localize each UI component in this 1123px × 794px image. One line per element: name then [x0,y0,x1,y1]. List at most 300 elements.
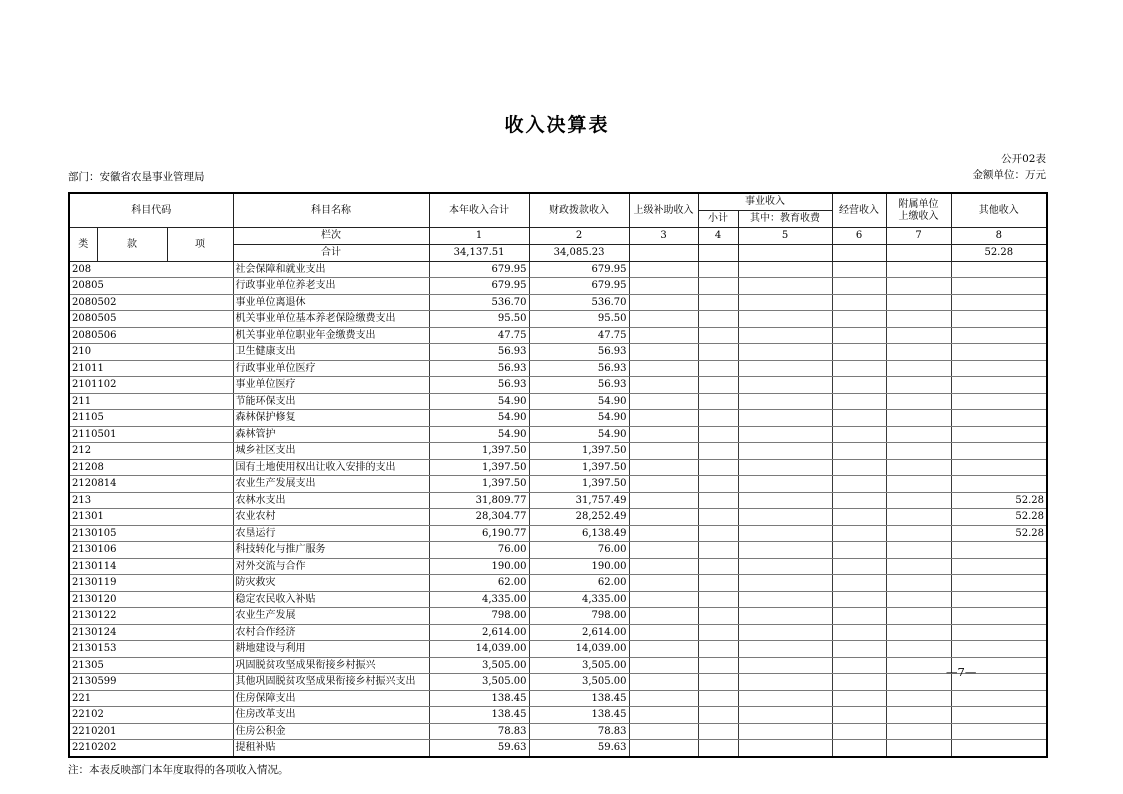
name-cell: 森林管护 [233,426,429,442]
value-cell [832,344,886,360]
value-cell [832,410,886,426]
table-row [69,360,1047,376]
value-cell [832,377,886,393]
value-cell: 56.93 [429,360,529,376]
value-cell: 3,505.00 [429,657,529,673]
value-cell [951,476,1047,492]
value-cell: 679.95 [529,262,629,278]
table-row [69,492,1047,508]
name-cell: 农村合作经济 [233,624,429,640]
value-cell [832,674,886,690]
value-cell [629,657,698,673]
value-cell: 54.90 [529,393,629,409]
value-cell [738,476,832,492]
value-cell [698,575,738,591]
name-cell: 社会保障和就业支出 [233,262,429,278]
value-cell: 59.63 [529,740,629,757]
code-cell: 21301 [69,509,233,525]
value-cell [951,690,1047,706]
value-cell [832,558,886,574]
value-cell [886,344,951,360]
value-cell [832,723,886,739]
value-cell: 95.50 [429,311,529,327]
code-cell: 2101102 [69,377,233,393]
value-cell [832,657,886,673]
value-cell [951,624,1047,640]
value-cell: 679.95 [429,262,529,278]
name-cell: 其他巩固脱贫攻坚成果衔接乡村振兴支出 [233,674,429,690]
value-cell [738,278,832,294]
header-subject-code: 科目代码 [69,193,233,228]
value-cell [738,657,832,673]
value-cell: 28,304.77 [429,509,529,525]
total-value [832,245,886,262]
table-row [69,707,1047,723]
value-cell [738,740,832,757]
header-business-subtotal: 小计 [698,211,738,228]
table-row [69,377,1047,393]
value-cell [886,657,951,673]
value-cell [738,344,832,360]
value-cell: 47.75 [429,327,529,343]
value-cell [698,525,738,541]
value-cell [832,294,886,310]
table-body [69,262,1047,758]
value-cell [951,360,1047,376]
value-cell [698,740,738,757]
value-cell: 190.00 [529,558,629,574]
code-cell: 213 [69,492,233,508]
value-cell [832,509,886,525]
header-education-fee: 其中：教育收费 [738,211,832,228]
name-cell: 城乡社区支出 [233,443,429,459]
value-cell [698,542,738,558]
value-cell: 56.93 [429,344,529,360]
value-cell: 54.90 [529,410,629,426]
table-row [69,558,1047,574]
value-cell [629,377,698,393]
value-cell [629,344,698,360]
value-cell [629,426,698,442]
value-cell [698,294,738,310]
value-cell [738,377,832,393]
value-cell [832,641,886,657]
name-cell: 耕地建设与利用 [233,641,429,657]
value-cell: 56.93 [529,377,629,393]
total-value [738,245,832,262]
value-cell [629,525,698,541]
value-cell [738,641,832,657]
table-row [69,443,1047,459]
total-value: 52.28 [951,245,1047,262]
value-cell [951,410,1047,426]
value-cell [629,509,698,525]
value-cell [951,641,1047,657]
value-cell: 95.50 [529,311,629,327]
value-cell: 52.28 [951,509,1047,525]
value-cell [738,624,832,640]
value-cell: 62.00 [529,575,629,591]
value-cell [629,278,698,294]
code-cell: 2110501 [69,426,233,442]
value-cell: 1,397.50 [529,459,629,475]
code-cell: 2130119 [69,575,233,591]
header-affiliated-income [886,193,951,228]
value-cell [886,327,951,343]
value-cell [886,740,951,757]
value-cell: 679.95 [429,278,529,294]
value-cell [886,476,951,492]
header-fiscal-income: 财政拨款收入 [529,193,629,228]
value-cell [698,723,738,739]
value-cell [738,608,832,624]
table-row [69,591,1047,607]
department-label: 部门：安徽省农垦事业管理局 [68,171,205,183]
value-cell [886,674,951,690]
value-cell [738,360,832,376]
value-cell: 2,614.00 [529,624,629,640]
value-cell [886,608,951,624]
value-cell [738,723,832,739]
value-cell [886,591,951,607]
value-cell [886,624,951,640]
value-cell [832,575,886,591]
value-cell [738,509,832,525]
table-row [69,723,1047,739]
total-value: 34,085.23 [529,245,629,262]
value-cell [698,410,738,426]
total-value [886,245,951,262]
value-cell: 6,190.77 [429,525,529,541]
revenue-table [68,192,1048,758]
value-cell [886,360,951,376]
value-cell [886,575,951,591]
name-cell: 事业单位离退休 [233,294,429,310]
value-cell: 78.83 [429,723,529,739]
value-cell: 138.45 [529,707,629,723]
code-cell: 212 [69,443,233,459]
code-cell: 21011 [69,360,233,376]
value-cell [738,575,832,591]
value-cell [886,641,951,657]
table-row [69,262,1047,278]
table-row [69,657,1047,673]
value-cell [832,707,886,723]
name-cell: 农业生产发展 [233,608,429,624]
code-cell: 211 [69,393,233,409]
value-cell: 2,614.00 [429,624,529,640]
table-row [69,410,1047,426]
table-row [69,608,1047,624]
value-cell [886,707,951,723]
value-cell [629,443,698,459]
name-cell: 住房公积金 [233,723,429,739]
table-row [69,674,1047,690]
header-row-column-index [69,228,1047,245]
value-cell [738,311,832,327]
value-cell [886,294,951,310]
value-cell [951,327,1047,343]
value-cell [629,641,698,657]
value-cell [738,459,832,475]
code-cell: 2130124 [69,624,233,640]
header-item: 项 [167,228,233,262]
value-cell [698,459,738,475]
value-cell [832,443,886,459]
code-cell: 2130120 [69,591,233,607]
value-cell [951,426,1047,442]
value-cell: 47.75 [529,327,629,343]
value-cell [951,723,1047,739]
value-cell [886,410,951,426]
header-superior-subsidy: 上级补助收入 [629,193,698,228]
total-value: 34,137.51 [429,245,529,262]
value-cell: 1,397.50 [429,459,529,475]
name-cell: 住房保障支出 [233,690,429,706]
value-cell [629,410,698,426]
column-index: 8 [951,228,1047,245]
column-index-label: 栏次 [233,228,429,245]
name-cell: 农林水支出 [233,492,429,508]
value-cell [629,558,698,574]
table-row [69,525,1047,541]
name-cell: 对外交流与合作 [233,558,429,574]
table-row [69,344,1047,360]
header-operating-income: 经营收入 [832,193,886,228]
value-cell [951,459,1047,475]
value-cell [698,377,738,393]
value-cell [886,542,951,558]
table-row [69,542,1047,558]
value-cell [951,311,1047,327]
value-cell [886,723,951,739]
value-cell [698,492,738,508]
value-cell [886,558,951,574]
column-index: 1 [429,228,529,245]
table-row [69,476,1047,492]
value-cell [698,393,738,409]
value-cell [951,575,1047,591]
value-cell [951,740,1047,757]
value-cell [951,377,1047,393]
table-row [69,641,1047,657]
value-cell [738,294,832,310]
value-cell [698,311,738,327]
value-cell [951,393,1047,409]
value-cell [886,690,951,706]
value-cell [698,707,738,723]
name-cell: 巩固脱贫攻坚成果衔接乡村振兴 [233,657,429,673]
value-cell [832,393,886,409]
total-label: 合计 [233,245,429,262]
table-header [69,193,1047,262]
value-cell [629,591,698,607]
value-cell: 54.90 [429,393,529,409]
name-cell: 卫生健康支出 [233,344,429,360]
value-cell [951,558,1047,574]
value-cell: 54.90 [429,410,529,426]
value-cell [832,542,886,558]
value-cell [629,542,698,558]
value-cell [629,360,698,376]
value-cell [698,690,738,706]
value-cell [738,492,832,508]
value-cell [886,492,951,508]
value-cell [629,262,698,278]
value-cell [886,509,951,525]
value-cell: 76.00 [529,542,629,558]
value-cell [698,327,738,343]
code-cell: 2130106 [69,542,233,558]
value-cell [738,426,832,442]
header-subject-name: 科目名称 [233,193,429,228]
value-cell [738,262,832,278]
name-cell: 行政事业单位养老支出 [233,278,429,294]
value-cell [629,674,698,690]
value-cell: 14,039.00 [429,641,529,657]
value-cell [832,525,886,541]
table-row [69,393,1047,409]
value-cell [832,426,886,442]
value-cell: 1,397.50 [529,476,629,492]
code-cell: 2130153 [69,641,233,657]
doc-code-label: 公开02表 [1001,153,1046,165]
name-cell: 防灾救灾 [233,575,429,591]
value-cell: 78.83 [529,723,629,739]
table-row [69,740,1047,757]
column-index: 3 [629,228,698,245]
value-cell: 1,397.50 [529,443,629,459]
value-cell [886,262,951,278]
value-cell [629,690,698,706]
page-number: —7— [946,665,977,679]
value-cell [951,278,1047,294]
table-row [69,278,1047,294]
value-cell [629,459,698,475]
value-cell [832,278,886,294]
value-cell: 138.45 [529,690,629,706]
code-cell: 2130105 [69,525,233,541]
value-cell [738,707,832,723]
value-cell [886,443,951,459]
value-cell [629,624,698,640]
header-class: 类 [69,228,97,262]
table-row [69,311,1047,327]
name-cell: 稳定农民收入补贴 [233,591,429,607]
header-affiliated-line2: 上缴收入 [898,210,939,222]
value-cell [629,476,698,492]
value-cell: 14,039.00 [529,641,629,657]
column-index: 6 [832,228,886,245]
value-cell [832,311,886,327]
value-cell [698,476,738,492]
value-cell [832,608,886,624]
value-cell [951,443,1047,459]
total-value [629,245,698,262]
value-cell: 52.28 [951,525,1047,541]
header-section: 款 [97,228,167,262]
value-cell: 54.90 [429,426,529,442]
value-cell [738,558,832,574]
value-cell [698,509,738,525]
value-cell [629,294,698,310]
value-cell [629,707,698,723]
header-annual-total: 本年收入合计 [429,193,529,228]
value-cell [832,459,886,475]
value-cell: 3,505.00 [529,657,629,673]
value-cell [951,262,1047,278]
name-cell: 机关事业单位基本养老保险缴费支出 [233,311,429,327]
code-cell: 2210201 [69,723,233,739]
table-row [69,575,1047,591]
value-cell: 54.90 [529,426,629,442]
value-cell [832,740,886,757]
value-cell [698,262,738,278]
value-cell: 3,505.00 [429,674,529,690]
value-cell: 56.93 [529,360,629,376]
value-cell [629,393,698,409]
value-cell [951,608,1047,624]
name-cell: 提租补贴 [233,740,429,757]
code-cell: 2080502 [69,294,233,310]
header-row-groups [69,193,1047,211]
name-cell: 农业生产发展支出 [233,476,429,492]
value-cell [698,641,738,657]
value-cell: 138.45 [429,707,529,723]
value-cell [698,558,738,574]
value-cell: 56.93 [429,377,529,393]
value-cell [832,262,886,278]
value-cell: 76.00 [429,542,529,558]
code-cell: 2130122 [69,608,233,624]
table-row [69,426,1047,442]
name-cell: 国有土地使用权出让收入安排的支出 [233,459,429,475]
value-cell [832,360,886,376]
value-cell [738,674,832,690]
value-cell [738,410,832,426]
table-row [69,294,1047,310]
value-cell: 679.95 [529,278,629,294]
value-cell [629,740,698,757]
value-cell [951,707,1047,723]
code-cell: 21105 [69,410,233,426]
value-cell [738,591,832,607]
value-cell [698,591,738,607]
value-cell [886,311,951,327]
value-cell [629,575,698,591]
value-cell [738,542,832,558]
value-cell [832,327,886,343]
value-cell [698,360,738,376]
value-cell: 6,138.49 [529,525,629,541]
value-cell [886,525,951,541]
code-cell: 221 [69,690,233,706]
code-cell: 22102 [69,707,233,723]
value-cell: 536.70 [529,294,629,310]
value-cell [629,492,698,508]
value-cell [951,591,1047,607]
code-cell: 2120814 [69,476,233,492]
column-index: 5 [738,228,832,245]
value-cell [698,278,738,294]
value-cell [738,690,832,706]
value-cell: 4,335.00 [429,591,529,607]
code-cell: 21208 [69,459,233,475]
code-cell: 2130599 [69,674,233,690]
value-cell [698,674,738,690]
value-cell: 59.63 [429,740,529,757]
column-index: 7 [886,228,951,245]
